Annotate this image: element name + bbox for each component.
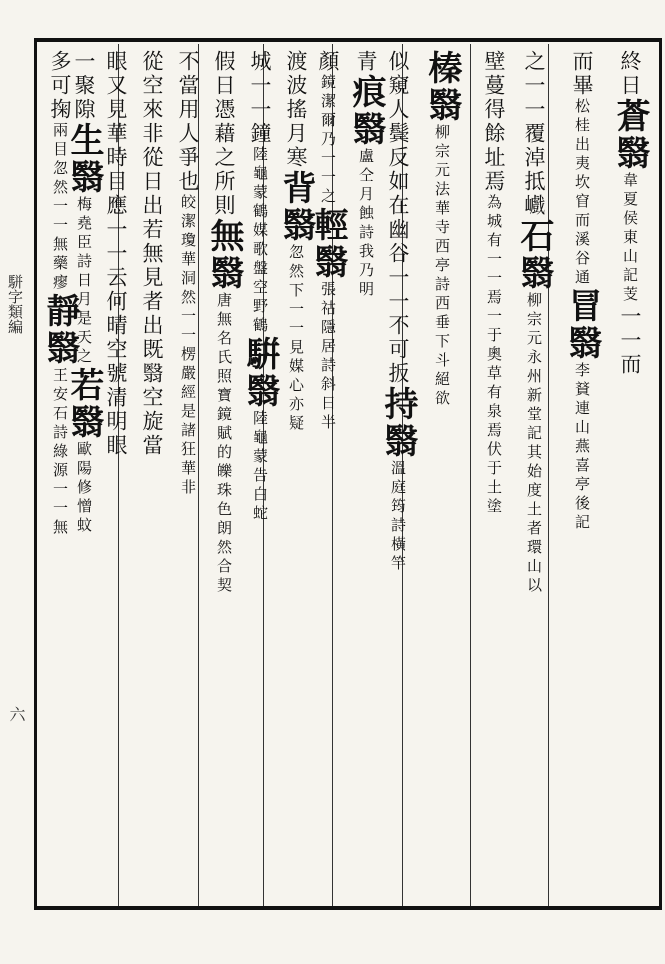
citation-note: 忽然下一一見媒心亦疑 bbox=[287, 244, 305, 434]
citation-note: 鏡潔爾乃一一之 bbox=[319, 74, 337, 207]
headword: 騈翳 bbox=[240, 336, 280, 410]
column-text: 而畢 bbox=[570, 50, 594, 98]
column-text: 眼又見華時目應一一云何晴空號清明眼 bbox=[104, 50, 128, 458]
citation-note: 李䝺連山燕喜亭後記 bbox=[573, 362, 591, 533]
headword: 蒼翳 bbox=[610, 98, 650, 172]
citation-note: 唐無名氏照寶鏡賦的皪珠色朗然合契 bbox=[215, 292, 233, 596]
frame-bottom-border bbox=[34, 906, 662, 910]
citation-note: 溫庭筠詩橫竿 bbox=[389, 460, 407, 574]
citation-note: 陸龜蒙鶴媒歌盤空野鶴 bbox=[251, 146, 269, 336]
headword: 榛翳 bbox=[422, 50, 462, 124]
citation-note: 皎潔瓊華洞然一一楞嚴經是諸狂華非 bbox=[179, 194, 197, 498]
column-text: 渡波搖月寒 bbox=[284, 50, 308, 170]
citation-note: 梅堯臣詩日月是天之 bbox=[75, 196, 93, 367]
citation-note: 為城有一一焉一于奧草有泉焉伏于土塗 bbox=[485, 194, 503, 517]
citation-note: 王安石詩綠源一一無 bbox=[51, 367, 69, 538]
citation-note: 陸龜蒙告白蛇 bbox=[251, 410, 269, 524]
headword: 石翳 bbox=[514, 218, 554, 292]
headword: 背翳 bbox=[276, 170, 316, 244]
text-column-16 bbox=[38, 50, 82, 900]
citation-note: 盧仝月蝕詩我乃明 bbox=[357, 148, 375, 300]
column-text: 假日憑藉之所則 bbox=[212, 50, 236, 218]
text-column-2 bbox=[560, 50, 604, 900]
citation-note: 歐陽修憎蚊 bbox=[75, 441, 93, 536]
text-column-1 bbox=[608, 50, 652, 900]
column-rule bbox=[470, 44, 471, 906]
text-column-4 bbox=[472, 50, 516, 900]
headword: 輕翳 bbox=[308, 207, 348, 281]
headword: 痕翳 bbox=[346, 74, 386, 148]
column-text: 多可掬 bbox=[48, 50, 72, 122]
folio-number: 六 bbox=[7, 706, 26, 722]
citation-note: 松桂出夷坎窅而溪谷通 bbox=[573, 98, 591, 288]
frame-left-border bbox=[34, 38, 37, 910]
headword: 冒翳 bbox=[562, 288, 602, 362]
column-text: 一聚隙 bbox=[72, 50, 96, 122]
column-text: 城一一鐘 bbox=[248, 50, 272, 146]
headword: 生翳 bbox=[64, 122, 104, 196]
citation-note: 韋夏侯東山記芰 bbox=[621, 172, 639, 305]
citation-note: 兩目忽然一一無藥瘳 bbox=[51, 122, 69, 293]
column-text: 似窺人鬓反如在幽谷一一不可扳 bbox=[386, 50, 410, 386]
citation-note: 張祜隱居詩斜日半 bbox=[319, 281, 337, 433]
citation-note: 柳宗元永州新堂記其始度土者環山以 bbox=[525, 292, 543, 596]
column-text: 青 bbox=[354, 50, 378, 74]
column-text: 從空來非從日出若無見者出既翳空旋當 bbox=[140, 50, 164, 458]
column-text: 顏 bbox=[316, 50, 340, 74]
headword: 無翳 bbox=[204, 218, 244, 292]
headword: 若翳 bbox=[64, 367, 104, 441]
frame-right-border bbox=[659, 38, 662, 910]
headword: 靜翳 bbox=[40, 293, 80, 367]
column-text: 終日 bbox=[618, 50, 642, 98]
column-text: 不當用人爭也 bbox=[176, 50, 200, 194]
headword: 持翳 bbox=[378, 386, 418, 460]
citation-note: 柳宗元法華寺西亭詩西垂下斗絕欲 bbox=[433, 124, 451, 409]
column-text: 之一一覆淖抵巇 bbox=[522, 50, 546, 218]
column-text: 壁蔓得餘址焉 bbox=[482, 50, 506, 194]
frame-top-border bbox=[34, 38, 662, 42]
column-text: 一一而 bbox=[618, 305, 642, 377]
text-column-7 bbox=[344, 50, 388, 900]
text-column-5 bbox=[420, 50, 464, 900]
running-title: 駢字類編 bbox=[6, 274, 24, 334]
text-column-3 bbox=[512, 50, 556, 900]
